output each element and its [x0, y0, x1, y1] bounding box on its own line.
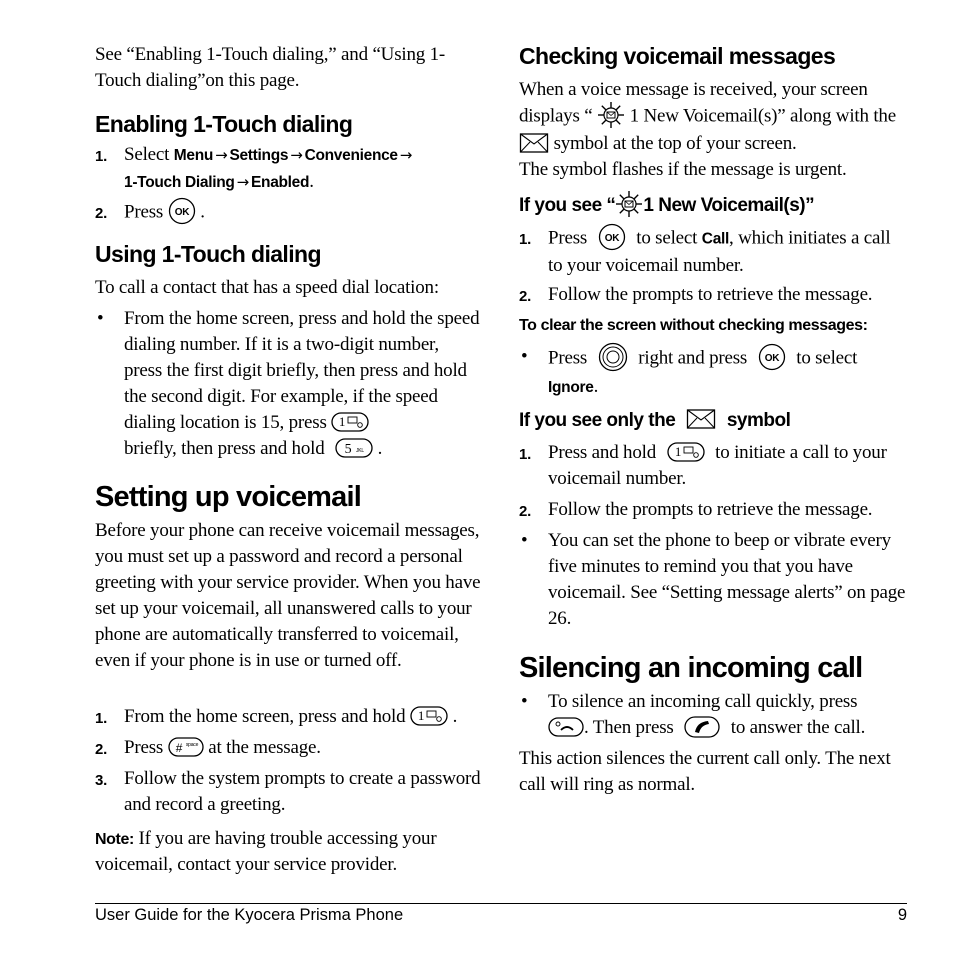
bullet-text: . Then press: [584, 717, 674, 738]
menu-label: Menu: [173, 147, 214, 164]
voicemail-note: [95, 826, 481, 878]
svg-text:JKL: JKL: [356, 447, 365, 454]
voicemail-step-1: [95, 704, 481, 730]
note-label: Note:: [95, 831, 134, 848]
intro-text: See “Enabling 1-Touch dialing,” and “Using 1-Touch dialing”on this page.: [95, 44, 446, 91]
voicemail-step-2: [95, 735, 481, 761]
bullet-text: to select: [796, 347, 858, 369]
checking-text-d: The symbol flashes if the message is urgent.: [519, 159, 847, 180]
step-text: Follow the system prompts to create a password and record a greeting.: [124, 768, 481, 815]
navigation-key-icon: [598, 342, 628, 372]
note-text: If you are having trouble accessing your voicemail, contact your service provider.: [95, 828, 437, 875]
svg-text:OK: OK: [174, 207, 189, 218]
heading-enabling-1-touch: Enabling 1-Touch dialing: [95, 111, 353, 137]
checking-text-b: 1 New Voicemail(s)” along with the: [629, 105, 896, 127]
step-text: Press and hold: [548, 442, 657, 463]
heading-part-a: If you see “: [519, 195, 616, 217]
one-voicemail-key-icon: [331, 411, 369, 433]
envelope-icon: [519, 132, 549, 154]
period: .: [377, 438, 383, 459]
period: .: [593, 376, 599, 397]
step-text: Press: [124, 201, 164, 223]
heading-clear-screen: To clear the screen without checking messages:: [519, 317, 868, 334]
step-number: 2.: [95, 741, 108, 758]
using-bullet: [95, 306, 481, 462]
step-text: Select: [124, 144, 170, 165]
checking-text: [519, 77, 909, 183]
step-text: to select: [636, 227, 698, 249]
bullet-text: To silence an incoming call quickly, press: [548, 691, 858, 712]
voicemail-intro: Before your phone can receive voicemail messages, you must set up a password and record a personal greeting with your service provider. When you have set up your voicemail, all unanswered calls to your phone are automatically transferred to voicemail, even if your phone is in use or turned off.: [95, 520, 481, 671]
period: .: [309, 171, 314, 192]
clear-bullet: [519, 344, 909, 401]
call-label: Call: [701, 230, 730, 248]
arrow-icon: →: [215, 146, 228, 164]
step-number: 2.: [519, 503, 532, 520]
bullet: •: [97, 308, 104, 329]
svg-text:#: #: [175, 740, 182, 755]
footer-title: User Guide for the Kyocera Prisma Phone: [95, 906, 404, 924]
step-text: From the home screen, press and hold: [124, 706, 406, 727]
one-voicemail-key-icon: [667, 441, 705, 463]
heading-if-you-see-only-symbol: [519, 408, 909, 434]
step-text: at the message.: [208, 737, 321, 758]
pound-space-key-icon: [168, 736, 204, 758]
bullet-text: to answer the call.: [730, 717, 866, 738]
heading-part-b: symbol: [726, 410, 791, 431]
convenience-label: Convenience: [304, 147, 398, 164]
step-number: 1.: [95, 710, 108, 727]
one-voicemail-key-icon: [410, 705, 448, 727]
svg-text:OK: OK: [604, 233, 619, 244]
enabling-step-2: [95, 199, 481, 227]
step-number: 2.: [95, 205, 108, 222]
heading-part-a: If you see only the: [519, 410, 676, 431]
settings-label: Settings: [229, 147, 289, 164]
step-number: 3.: [95, 772, 108, 789]
heading-silencing-incoming-call: Silencing an incoming call: [519, 652, 863, 684]
footer-rule: [95, 903, 907, 904]
bullet: •: [521, 346, 528, 367]
voicemail-step-3: [95, 766, 481, 818]
ifsee-step-1: [519, 225, 909, 279]
step-number: 1.: [519, 446, 532, 463]
step-text: Follow the prompts to retrieve the message.: [548, 499, 873, 520]
svg-text:1: 1: [674, 443, 681, 459]
1-touch-dialing-label: 1-Touch Dialing: [124, 174, 235, 191]
enabled-label: Enabled: [250, 174, 310, 191]
send-call-key-icon: [684, 715, 720, 739]
heading-setting-up-voicemail: Setting up voicemail: [95, 481, 361, 513]
ok-key-icon: [168, 197, 196, 225]
step-number: 2.: [519, 288, 532, 305]
enabling-step-1: [95, 142, 481, 196]
step-text: to initiate a call to your voicemail number.: [548, 442, 887, 489]
heading-part-b: 1 New Voicemail(s)”: [643, 195, 815, 217]
end-power-key-icon: [548, 716, 584, 738]
svg-text:5: 5: [344, 441, 352, 457]
step-text: Follow the prompts to retrieve the message.: [548, 284, 873, 305]
bullet-text: You can set the phone to beep or vibrate every five minutes to remind you that you have voicemail. See “Setting message alerts” on page 26.: [548, 530, 906, 629]
bullet: •: [521, 691, 528, 712]
voicemail-sun-icon: [597, 101, 625, 129]
only-step-2: [519, 497, 909, 523]
only-bullet: [519, 528, 909, 632]
heading-checking-voicemail: Checking voicemail messages: [519, 43, 836, 69]
bullet-text: briefly, then press and hold: [124, 438, 325, 459]
step-text: , which initiates a call to your voicemail number.: [548, 227, 891, 276]
five-key-icon: [335, 437, 373, 459]
bullet-text: From the home screen, press and hold the speed dialing number. If it is a two-digit number, press the first digit briefly, then press and hold the second digit. For example, if the speed dialing location is 15, press: [124, 308, 480, 433]
using-intro: To call a contact that has a speed dial location:: [95, 277, 439, 298]
arrow-icon: →: [290, 146, 303, 164]
only-step-1: [519, 440, 909, 492]
svg-text:space: space: [185, 741, 198, 748]
page-number: 9: [897, 906, 907, 924]
heading-using-1-touch: Using 1-Touch dialing: [95, 241, 321, 267]
step-text: Press: [548, 227, 588, 249]
arrow-icon: →: [399, 146, 413, 164]
silencing-bullet: [519, 689, 909, 741]
svg-text:1: 1: [339, 413, 346, 429]
ok-key-icon: [758, 343, 786, 371]
ifsee-step-2: [519, 282, 909, 308]
period: .: [200, 201, 205, 223]
checking-text-a: When a voice message is received, your screen displays “: [519, 79, 868, 127]
ignore-label: Ignore: [548, 379, 594, 396]
period: .: [452, 706, 458, 727]
silencing-text: This action silences the current call only. The next call will ring as normal.: [519, 748, 891, 795]
heading-if-you-see-new-voicemail: [519, 192, 909, 220]
checking-text-c: symbol at the top of your screen.: [553, 133, 797, 154]
step-number: 1.: [95, 148, 108, 165]
bullet-text: right and press: [638, 347, 748, 369]
arrow-icon: →: [236, 173, 249, 191]
step-number: 1.: [519, 231, 532, 248]
bullet: •: [521, 530, 528, 551]
bullet-text: Press: [548, 347, 588, 369]
step-text: Press: [124, 737, 164, 758]
ok-key-icon: [598, 223, 626, 251]
envelope-icon: [686, 408, 716, 430]
svg-text:OK: OK: [764, 353, 779, 364]
svg-text:1: 1: [417, 707, 425, 723]
voicemail-sun-icon: [615, 190, 643, 218]
